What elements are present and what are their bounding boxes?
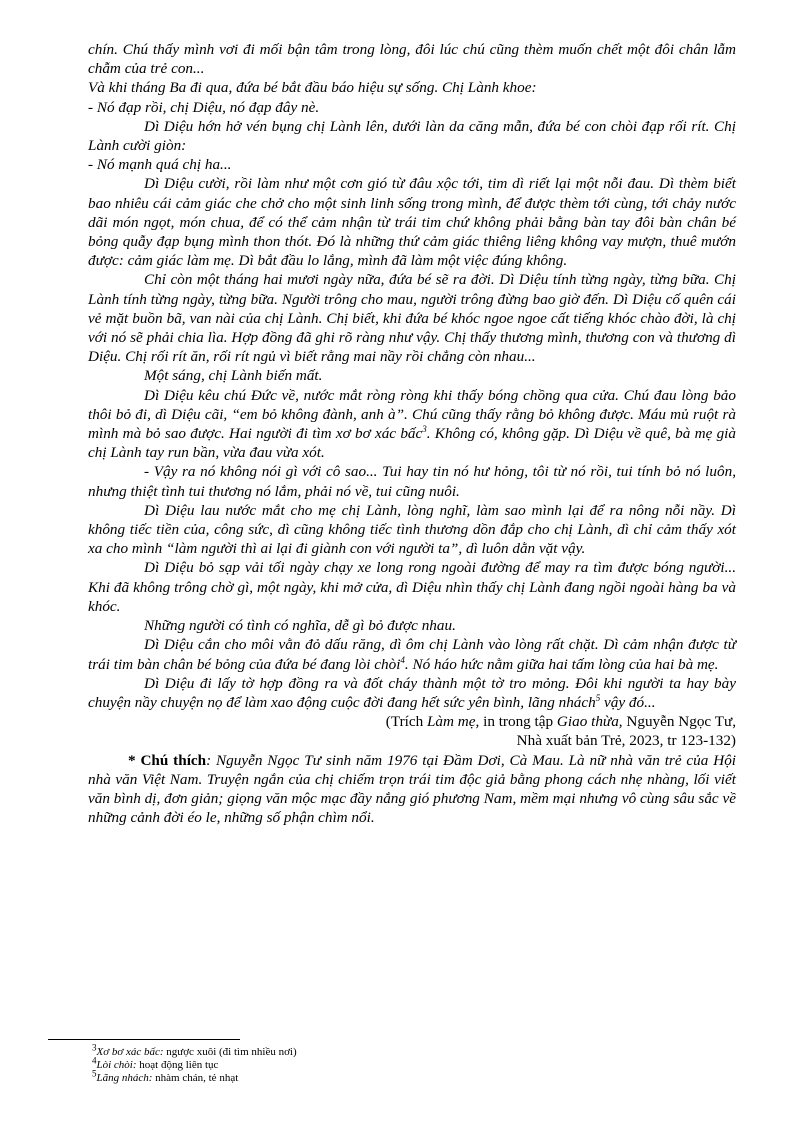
paragraph-text: Dì Diệu đi lấy tờ hợp đồng ra và đốt cháy thành một tờ tro mỏng. Đôi khi người ta hay bày chuyện nầy chuyện nọ để làm xao động cuộc đời đang hết sức yên bình, lãng nhách <box>88 674 736 711</box>
paragraph-text: Dì Diệu kêu chú Đức về, nước mắt ròng ròng khi thấy bóng chồng qua cửa. Chú đau lòng bảo thôi bỏ đi, dì Diệu cãi, “em bỏ không đành, anh à”. Chú cũng thấy rằng bỏ không được. Máu mủ ruột rà mình mà bỏ sao được. Hai người đi tìm xơ bơ xác bấc <box>88 386 736 443</box>
paragraph: Và khi tháng Ba đi qua, đứa bé bắt đầu báo hiệu sự sống. Chị Lành khoe: <box>88 79 537 97</box>
citation-text: Nguyễn Ngọc Tư, <box>622 713 736 731</box>
footnote-number: 3 <box>92 1042 97 1053</box>
paragraph <box>88 635 736 673</box>
citation-text: in trong tập <box>479 713 557 731</box>
work-title: Làm mẹ, <box>426 713 480 731</box>
paragraph-text: Dì Diệu cắn cho môi vằn đỏ dấu răng, dì ôm chị Lành vào lòng rất chặt. Dì cảm nhận được từ trái tim bàn chân bé bỏng của đứa bé đang lòi chòi <box>88 636 736 673</box>
footnote <box>92 1042 297 1059</box>
footnote <box>92 1055 297 1072</box>
footnotes <box>92 1042 297 1085</box>
paragraph: - Nó đạp rồi, chị Diệu, nó đạp đây nè. <box>88 98 320 116</box>
footnote-number: 4 <box>92 1055 97 1066</box>
footnote-definition: ngược xuôi (đi tìm nhiều nơi) <box>163 1046 297 1058</box>
footnote <box>92 1068 297 1085</box>
footnote-ref: 4 <box>400 654 405 665</box>
footnote-ref: 3 <box>422 424 427 434</box>
note-colon: : <box>206 751 212 769</box>
paragraph: Một sáng, chị Lành biến mất. <box>144 367 323 385</box>
note-text: Nguyễn Ngọc Tư sinh năm 1976 tại Đầm Dơi, Cà Mau. Là nữ nhà văn trẻ của Hội nhà văn Việt Nam. Truyện ngắn của chị chiếm trọn trái tim độc giả bằng phong cách nhẹ nhàng, lối viết văn bình dị, đơn giản; giọng văn mộc mạc đầy nắng gió phương Nam, mềm mại nhưng vô cùng sâu sắc về những cảnh đời éo le, những số phận chìm nổi. <box>88 751 737 827</box>
footnote-ref: 5 <box>595 692 601 703</box>
footnote-term: Xơ bơ xác bấc: <box>96 1046 164 1058</box>
paragraph-text: . Không có, không gặp. Dì Diệu về quê, bà mẹ già chị Lành tay run bần, vừa đau vừa xót. <box>88 425 736 462</box>
paragraph-text: . Nó háo hức nằm giữa hai tấm lòng của hai bà mẹ. <box>404 655 719 673</box>
footnote-number: 5 <box>92 1068 97 1079</box>
citation-text: (Trích <box>385 713 427 731</box>
paragraph: Dì Diệu lau nước mắt cho mẹ chị Lành, lòng nghĩ, làm sao mình lại để ra nông nỗi nầy. Dì không tiếc tiền của, công sức, dì cũng không tiếc tình thương dồn đắp cho chị Lành, dì chỉ cảm thấy xót xa cho mình “làm người thì ai lại đi giành con với người ta”, dì luôn dằn vặt vậy. <box>88 501 736 558</box>
source-citation <box>88 712 736 731</box>
paragraph: Chỉ còn một tháng hai mươi ngày nữa, đứa bé sẽ ra đời. Dì Diệu tính từng ngày, từng bữa. Chị Lành tính từng ngày, từng bữa. Người trông cho mau, người trông đừng bao giờ đến. Dì Diệu cố quên cái vẻ mặt buồn bã, van nài của chị Lành. Chị biết, khi đứa bé khóc ngoe ngoe cất tiếng khóc chào đời, là chị với nó sẽ phải chia lìa. Hợp đồng đã ghi rõ ràng như vậy. Chị thấy thương mình, thương con và thương dì Diệu. Chị rối rít ăn, rối rít ngủ vì biết rằng mai nầy rồi chẳng còn nhau... <box>88 271 736 366</box>
source-publisher: Nhà xuất bản Trẻ, 2023, tr 123-132) <box>516 732 736 750</box>
footnote-definition: hoạt động liên tục <box>136 1059 219 1071</box>
paragraph <box>88 386 736 463</box>
paragraph: Dì Diệu cười, rồi làm như một cơn gió từ đâu xộc tới, tim dì riết lại một nỗi đau. Dì thèm biết bao nhiêu cái cảm giác che chở cho một sinh linh sống trong mình, để được thèm tới cùng, tới chảy nước dãi món ngọt, món chua, để có thể cảm nhận từ trái tim chứ không phải bằng bàn tay đôi bàn chân bé bỏng quẫy đạp bụng mình thon thót. Đó là những thứ cảm giác thiêng liêng không vay mượn, thuê mướn được: cảm giác làm mẹ. Dì bắt đầu lo lắng, mình đã làm một việc đúng không. <box>88 175 736 270</box>
collection-title: Giao thừa, <box>556 713 623 731</box>
paragraph-text: vậy đó... <box>600 693 656 711</box>
note-label: * Chú thích <box>128 751 207 769</box>
footnote-definition: nhàm chán, tẻ nhạt <box>152 1072 239 1084</box>
paragraph: Những người có tình có nghĩa, dễ gì bỏ được nhau. <box>144 617 456 635</box>
story-text <box>88 40 736 827</box>
paragraph: - Vậy ra nó không nói gì với cô sao... Tui hay tin nó hư hỏng, tôi từ nó rồi, tui tính bỏ nó luôn, nhưng thiệt tình tui thương nó lắm, phải nó về, tui cũng nuôi. <box>88 463 736 500</box>
author-note <box>88 751 736 828</box>
footnote-term: Lãng nhách: <box>96 1072 153 1084</box>
paragraph <box>88 674 736 712</box>
paragraph: Dì Diệu bỏ sạp vải tối ngày chạy xe long rong ngoài đường để may ra tìm được bóng người... Khi đã không trông chờ gì, một ngày, khi mở cửa, dì Diệu nhìn thấy chị Lành đang ngồi ngoài hàng ba và khóc. <box>88 559 736 615</box>
paragraph: - Nó mạnh quá chị ha... <box>88 156 232 174</box>
paragraph: chín. Chú thấy mình vơi đi mối bận tâm trong lòng, đôi lúc chú cũng thèm muốn chết một đôi chân lẫm chẫm của trẻ con... <box>88 41 736 78</box>
footnote-divider <box>48 1039 240 1040</box>
paragraph: Dì Diệu hớn hở vén bụng chị Lành lên, dưới làn da căng mẫn, đứa bé con chòi đạp rối rít. Chị Lành cười giòn: <box>88 117 736 155</box>
footnote-term: Lòi chòi: <box>96 1059 137 1071</box>
